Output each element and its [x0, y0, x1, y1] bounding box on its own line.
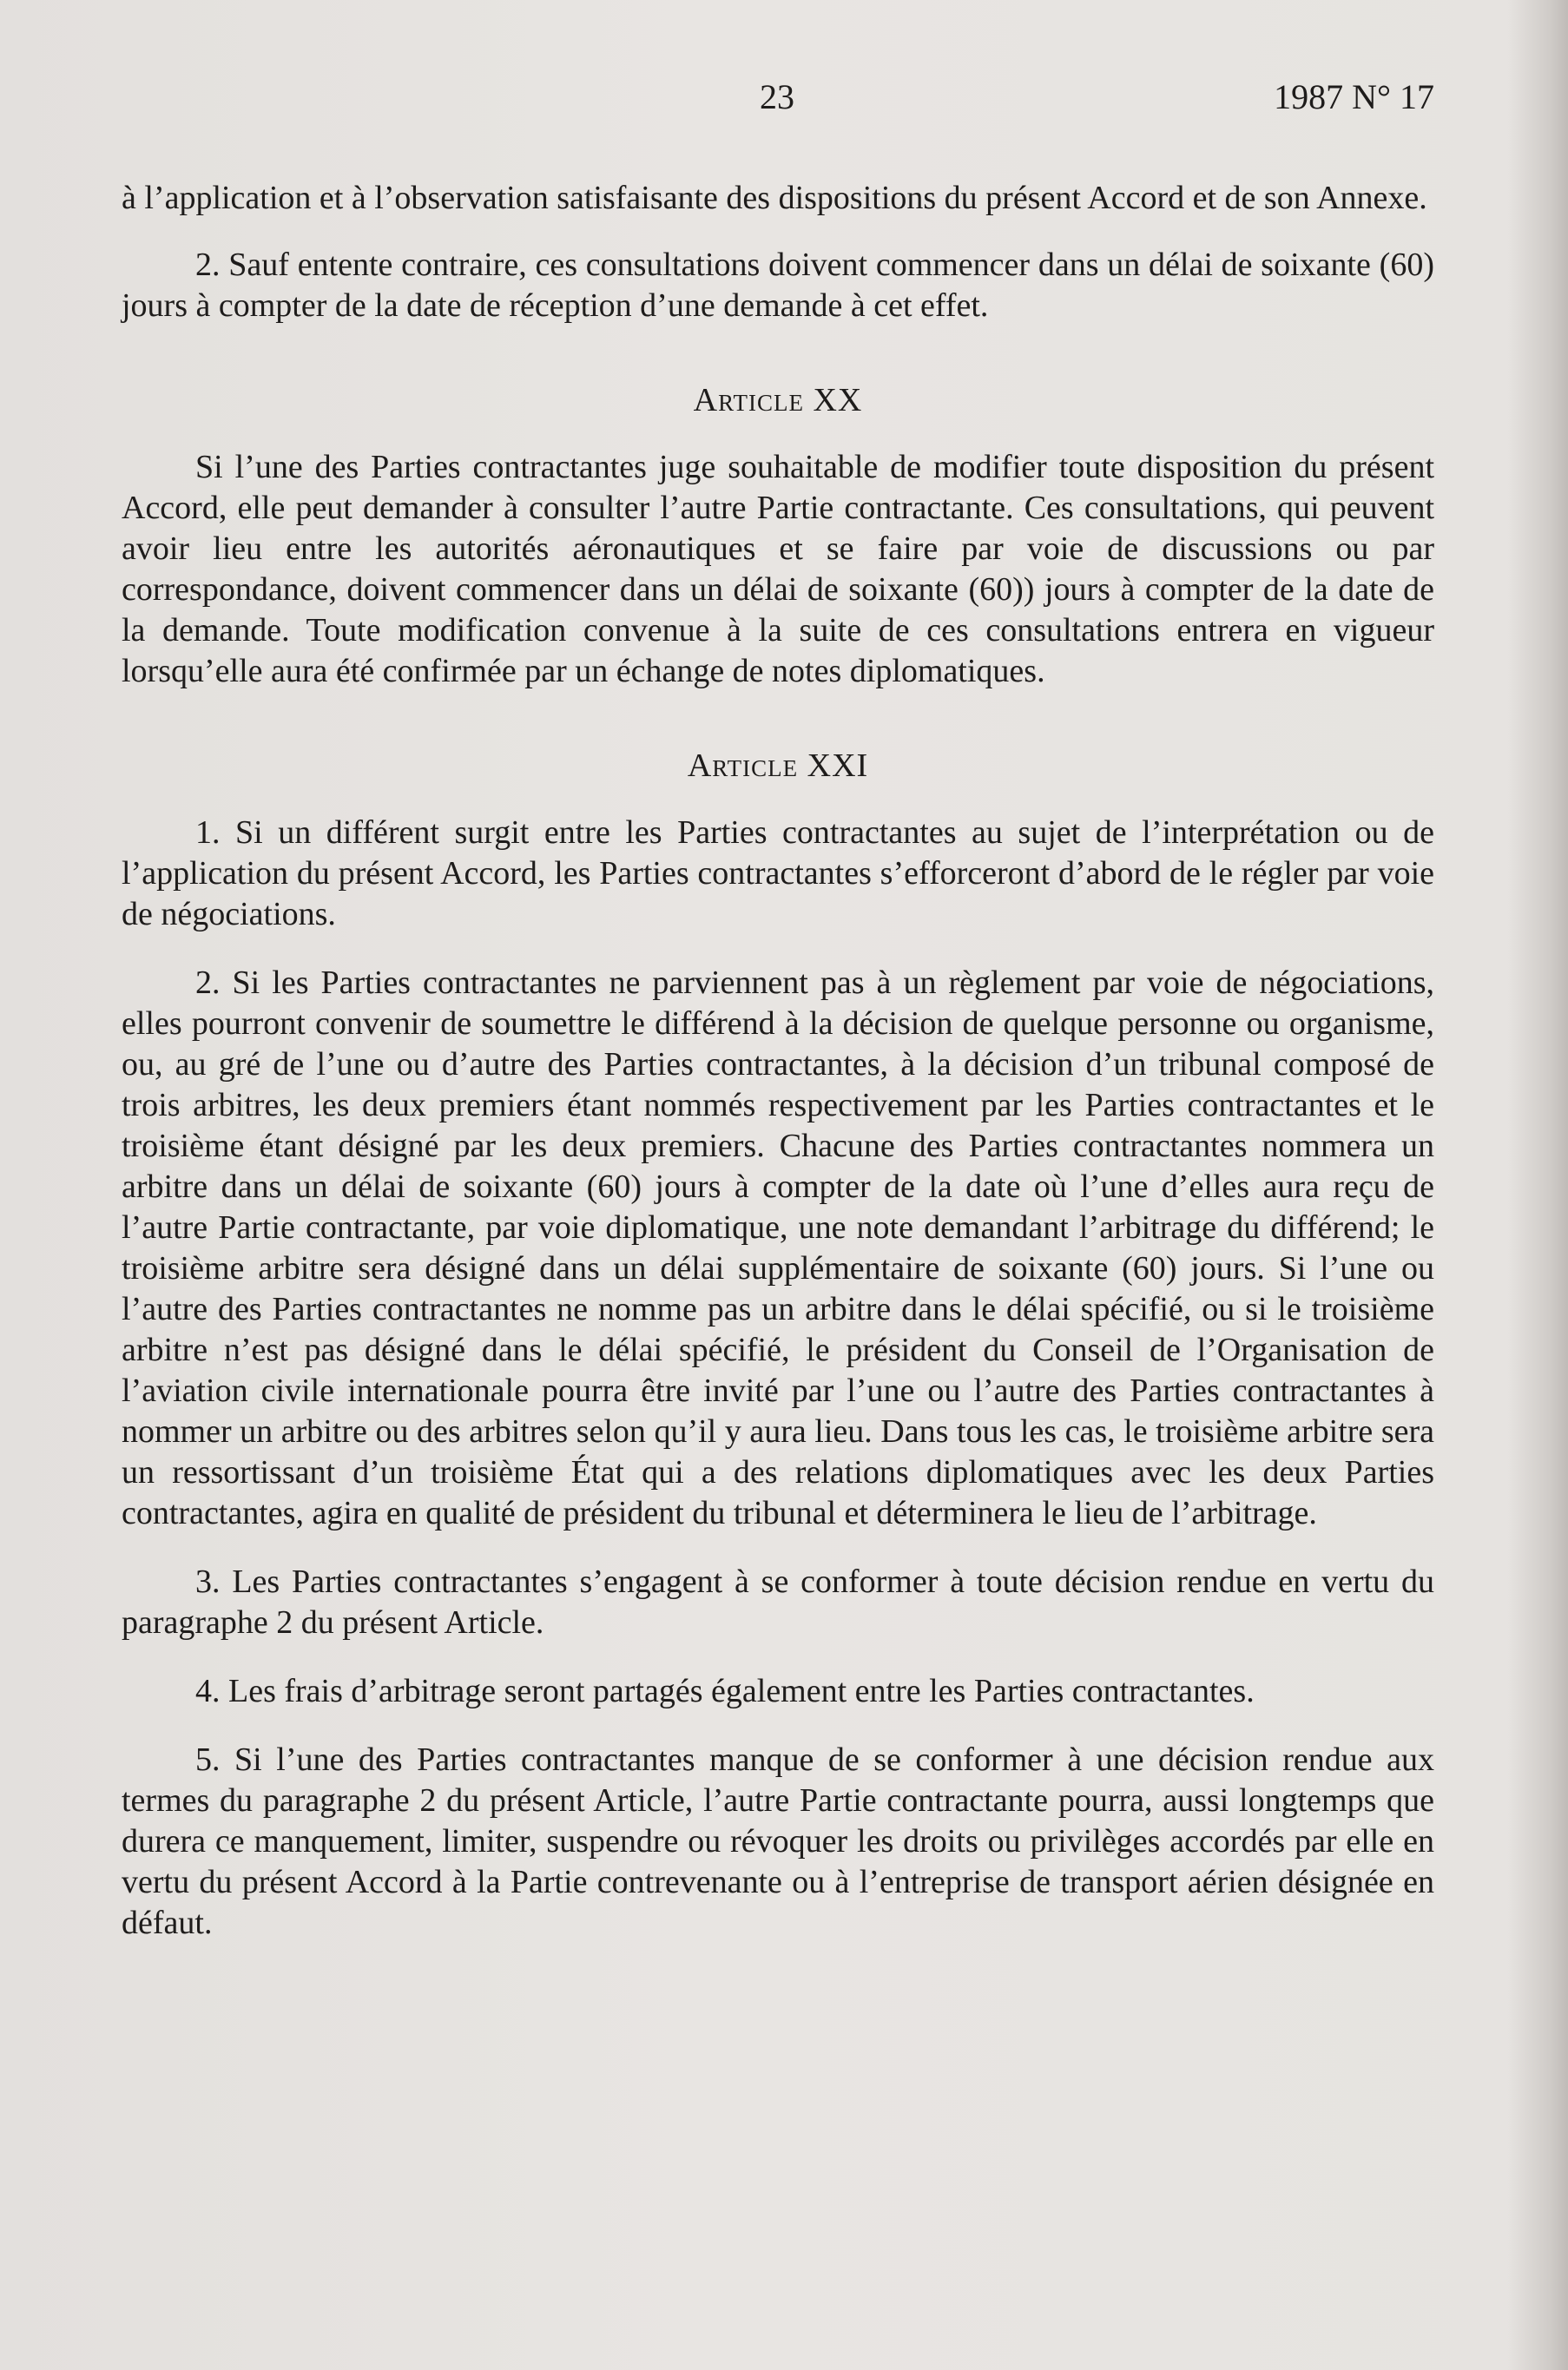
continuation-paragraph: à l’application et à l’observation satisfaisante des dispositions du présent Accord et de son Annexe. [122, 180, 1427, 216]
document-body [122, 178, 1434, 1944]
article-19-paragraph-2: 2. Sauf entente contraire, ces consultations doivent commencer dans un délai de soixante (60) jours à compter de la date de réception d’une demande à cet effet. [122, 247, 1434, 324]
article-21-paragraph-4: 4. Les frais d’arbitrage seront partagés également entre les Parties contractantes. [195, 1673, 1255, 1709]
article-21-heading: Article XXI [687, 747, 869, 784]
article-21-paragraph-3: 3. Les Parties contractantes s’engagent à se conformer à toute décision rendue en vertu du paragraphe 2 du présent Article. [122, 1564, 1434, 1641]
page-number: 23 [760, 77, 794, 116]
page-header [122, 76, 1434, 128]
article-21-paragraph-2: 2. Si les Parties contractantes ne parviennent pas à un règlement par voie de négociations, elles pourront convenir de soumettre le différend à la décision de quelque personne ou organisme, ou, au gré de l’une ou d’autre des Parties contractantes, à la décision d’un tribunal composé de trois arbitres, les deux premiers étant nommés respectivement par les Parties contractantes et le troisième étant désigné par les deux premiers. Chacune des Parties contractantes nommera un arbitre dans un délai de soixante (60) jours à compter de la date où l’une d’elles aura reçu de l’autre Partie contractante, par voie diplomatique, une note demandant l’arbitrage du différend; le troisième arbitre sera désigné dans un délai supplémentaire de soixante (60) jours. Si l’une ou l’autre des Parties contractantes ne nomme pas un arbitre dans le délai spécifié, ou si le troisième arbitre n’est pas désigné dans le délai spécifié, le président du Conseil de l’Organisation de l’aviation civile internationale pourra être invité par l’une ou l’autre des Parties contractantes à nommer un arbitre ou des arbitres selon qu’il y aura lieu. Dans tous les cas, le troisième arbitre sera un ressortissant d’un troisième État qui a des relations diplomatiques avec les deux Parties contractantes, agira en qualité de président du tribunal et déterminera le lieu de l’arbitrage. [122, 964, 1434, 1531]
article-20-heading: Article XX [693, 382, 863, 418]
article-20-paragraph: Si l’une des Parties contractantes juge souhaitable de modifier toute disposition du présent Accord, elle peut demander à consulter l’autre Partie contractante. Ces consultations, qui peuvent avoir lieu entre les autorités aéronautiques et se faire par voie de discussions ou par correspondance, doivent commencer dans un délai de soixante (60)) jours à compter de la date de la demande. Toute modification convenue à la suite de ces consultations entrera en vigueur lorsqu’elle aura été confirmée par un échange de notes diplomatiques. [122, 449, 1434, 689]
article-21-paragraph-1: 1. Si un différent surgit entre les Parties contractantes au sujet de l’interprétation ou de l’application du présent Accord, les Parties contractantes s’efforceront d’abord de le régler par voie de négociations. [122, 814, 1434, 932]
article-21-paragraph-5: 5. Si l’une des Parties contractantes manque de se conformer à une décision rendue aux termes du paragraphe 2 du présent Article, l’autre Partie contractante pourra, aussi longtemps que durera ce manquement, limiter, suspendre ou révoquer les droits ou privilèges accordés par elle en vertu du présent Accord à la Partie contrevenante ou à l’entreprise de transport aérien désignée en défaut. [122, 1741, 1434, 1941]
page-edge-shadow [1507, 0, 1568, 2370]
year-issue-number: 1987 N° 17 [1274, 77, 1434, 116]
